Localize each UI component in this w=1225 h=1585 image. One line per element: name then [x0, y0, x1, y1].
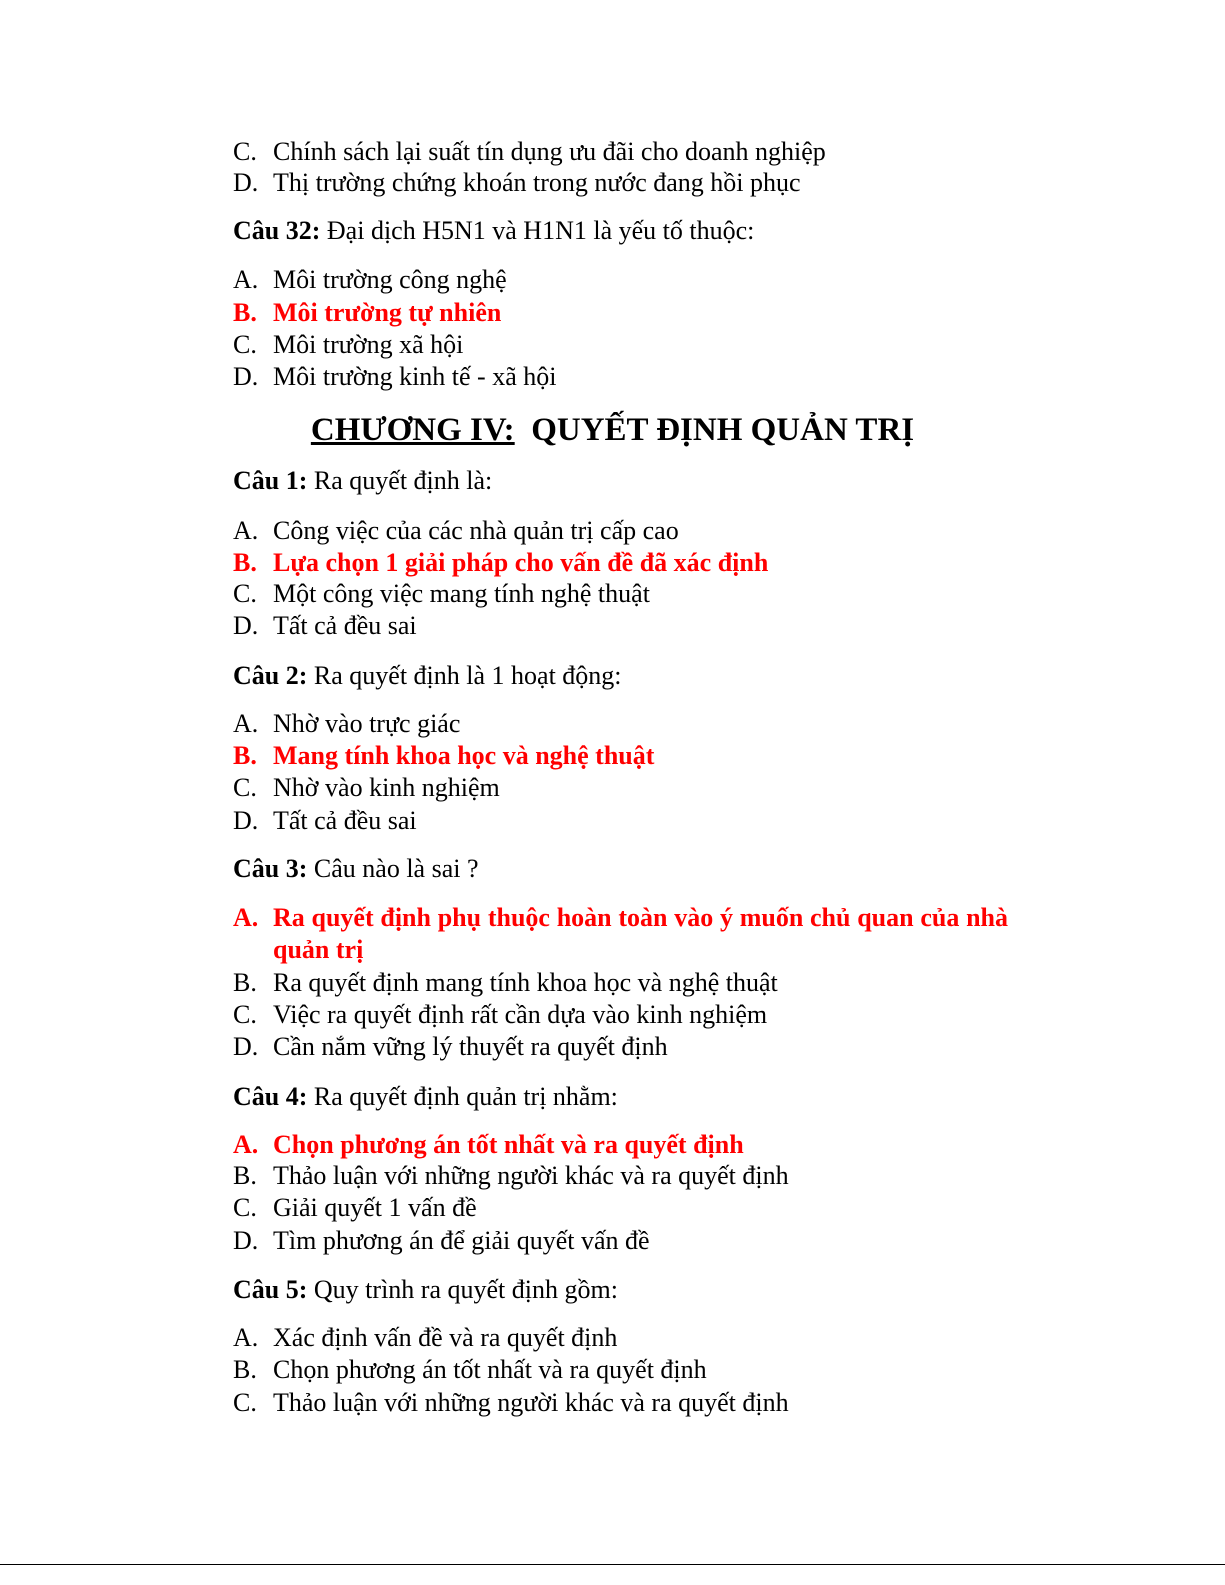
option-text: Tất cả đều sai: [273, 611, 417, 640]
option-row: [233, 1322, 1008, 1354]
correct-option-row: [233, 740, 1008, 772]
option-row: [233, 967, 1008, 999]
option-letter: D.: [233, 806, 259, 835]
question-label: Câu 2:: [233, 661, 308, 690]
option-text: Thị trường chứng khoán trong nước đang hồi phục: [273, 168, 801, 197]
option-letter: D.: [233, 1226, 259, 1255]
question-5: [233, 1274, 1008, 1306]
correct-option-row: [233, 547, 1008, 579]
option-text: Việc ra quyết định rất cần dựa vào kinh nghiệm: [273, 1000, 768, 1029]
question-label: Câu 3:: [233, 854, 308, 883]
question-text: Đại dịch H5N1 và H1N1 là yếu tố thuộc:: [320, 216, 755, 245]
option-text: Lựa chọn 1 giải pháp cho vấn đề đã xác định: [273, 548, 769, 577]
option-text: Chính sách lại suất tín dụng ưu đãi cho doanh nghiệp: [273, 137, 826, 166]
option-row: [233, 329, 1008, 361]
option-text: Xác định vấn đề và ra quyết định: [273, 1323, 618, 1352]
option-text: Tất cả đều sai: [273, 806, 417, 835]
question-3: [233, 853, 1008, 885]
option-text: Tìm phương án để giải quyết vấn đề: [273, 1226, 650, 1255]
option-row: [233, 578, 1008, 610]
chapter-number: CHƯƠNG IV:: [310, 412, 515, 448]
option-row: [233, 1387, 1008, 1419]
option-row: [233, 805, 1008, 837]
option-row: [233, 361, 1008, 393]
option-text: Một công việc mang tính nghệ thuật: [273, 579, 650, 608]
option-text: Chọn phương án tốt nhất và ra quyết định: [273, 1355, 707, 1384]
option-letter: A.: [233, 516, 259, 545]
option-text: Môi trường tự nhiên: [273, 298, 502, 327]
option-text: Giải quyết 1 vấn đề: [273, 1193, 477, 1222]
option-row: [233, 1354, 1008, 1386]
question-1: [233, 465, 1008, 497]
correct-option-row: [233, 1129, 1008, 1161]
option-letter: C.: [233, 773, 257, 802]
option-row: [233, 167, 1008, 199]
option-letter: C.: [233, 1388, 257, 1417]
option-row: [233, 1160, 1008, 1192]
question-text: Quy trình ra quyết định gồm:: [307, 1275, 618, 1304]
option-letter: D.: [233, 611, 259, 640]
question-label: Câu 32:: [233, 216, 321, 245]
question-label: Câu 4:: [233, 1082, 308, 1111]
option-text: Môi trường công nghệ: [273, 265, 507, 294]
option-letter: A.: [233, 709, 259, 738]
option-text: Ra quyết định phụ thuộc hoàn toàn vào ý muốn chủ quan của nhà quản trị: [273, 903, 1008, 964]
question-text: Ra quyết định là:: [307, 466, 493, 495]
option-letter: C.: [233, 330, 257, 359]
option-row: [233, 708, 1008, 740]
question-text: Ra quyết định là 1 hoạt động:: [307, 661, 622, 690]
option-row: [233, 1031, 1008, 1063]
option-text: Môi trường kinh tế - xã hội: [273, 362, 557, 391]
option-letter: B.: [233, 968, 257, 997]
option-text: Thảo luận với những người khác và ra quyết định: [273, 1161, 789, 1190]
option-row: [233, 1192, 1008, 1224]
option-letter: C.: [233, 1000, 257, 1029]
page-bottom-divider: [0, 1564, 1225, 1565]
option-letter: B.: [233, 1161, 257, 1190]
option-letter: A.: [233, 903, 259, 932]
option-letter: C.: [233, 1193, 257, 1222]
question-text: Câu nào là sai ?: [307, 854, 479, 883]
option-letter: A.: [233, 1323, 259, 1352]
question-2: [233, 660, 1008, 692]
question-32: [233, 215, 1008, 247]
option-row: [233, 136, 1008, 168]
option-letter: C.: [233, 579, 257, 608]
option-text: Công việc của các nhà quản trị cấp cao: [273, 516, 679, 545]
option-letter: D.: [233, 168, 259, 197]
option-text: Nhờ vào trực giác: [273, 709, 461, 738]
option-letter: B.: [233, 1355, 257, 1384]
chapter-title: QUYẾT ĐỊNH QUẢN TRỊ: [531, 412, 915, 448]
option-row: [233, 772, 1008, 804]
option-row: [233, 264, 1008, 296]
option-text: Thảo luận với những người khác và ra quyết định: [273, 1388, 789, 1417]
option-letter: B.: [233, 741, 257, 770]
correct-option-row: [233, 902, 1008, 966]
option-text: Môi trường xã hội: [273, 330, 464, 359]
option-letter: C.: [233, 137, 257, 166]
option-letter: B.: [233, 298, 257, 327]
question-label: Câu 5:: [233, 1275, 308, 1304]
option-text: Ra quyết định mang tính khoa học và nghệ thuật: [273, 968, 778, 997]
question-label: Câu 1:: [233, 466, 308, 495]
option-text: Nhờ vào kinh nghiệm: [273, 773, 500, 802]
question-4: [233, 1081, 1008, 1113]
option-text: Chọn phương án tốt nhất và ra quyết định: [273, 1130, 744, 1159]
question-text: Ra quyết định quản trị nhằm:: [307, 1082, 618, 1111]
option-row: [233, 515, 1008, 547]
option-letter: D.: [233, 362, 259, 391]
option-row: [233, 1225, 1008, 1257]
option-text: Mang tính khoa học và nghệ thuật: [273, 741, 655, 770]
option-letter: D.: [233, 1032, 259, 1061]
option-text: Cần nắm vững lý thuyết ra quyết định: [273, 1032, 668, 1061]
option-row: [233, 610, 1008, 642]
option-row: [233, 999, 1008, 1031]
correct-option-row: [233, 297, 1008, 329]
option-letter: A.: [233, 265, 259, 294]
chapter-heading: [0, 408, 1225, 452]
option-letter: B.: [233, 548, 257, 577]
option-letter: A.: [233, 1130, 259, 1159]
